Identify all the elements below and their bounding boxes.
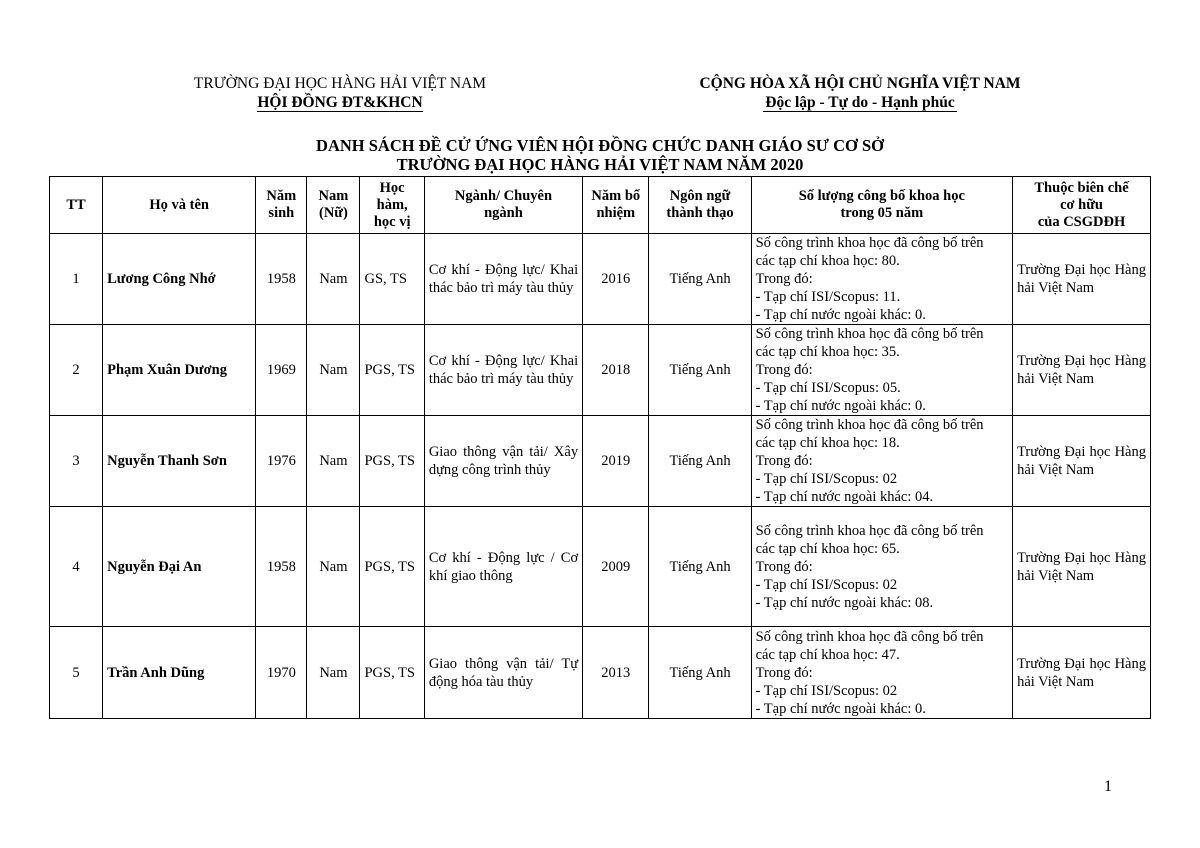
table-row <box>50 234 1151 325</box>
header-tt: TT <box>50 177 103 234</box>
title-line-2: TRƯỜNG ĐẠI HỌC HÀNG HẢI VIỆT NAM NĂM 2020 <box>396 155 804 174</box>
cell-appointed: 2019 <box>583 416 649 507</box>
cell-tt: 5 <box>50 627 103 719</box>
cell-language: Tiếng Anh <box>649 416 751 507</box>
table-row <box>50 325 1151 416</box>
document-title <box>200 136 1000 174</box>
council-name: HỘI ĐỒNG ĐT&KHCN <box>257 94 423 111</box>
cell-org: Trường Đại học Hàng hải Việt Nam <box>1013 325 1151 416</box>
cell-org: Trường Đại học Hàng hải Việt Nam <box>1013 234 1151 325</box>
cell-degree: PGS, TS <box>360 627 424 719</box>
cell-degree: PGS, TS <box>360 416 424 507</box>
header-name: Họ và tên <box>103 177 256 234</box>
cell-major: Cơ khí - Động lực / Cơ khí giao thông <box>424 507 582 627</box>
table-row <box>50 627 1151 719</box>
cell-degree: PGS, TS <box>360 325 424 416</box>
cell-gender: Nam <box>307 416 360 507</box>
header-appointed: Năm bổ nhiệm <box>583 177 649 234</box>
cell-appointed: 2016 <box>583 234 649 325</box>
country-name: CỘNG HÒA XÃ HỘI CHỦ NGHĨA VIỆT NAM <box>699 75 1021 92</box>
cell-publications: Số công trình khoa học đã công bố trên các tạp chí khoa học: 80. Trong đó: - Tạp chí ISI/Scopus: 11. - Tạp chí nước ngoài khác: 0. <box>751 234 1012 325</box>
cell-major: Cơ khí - Động lực/ Khai thác bảo trì máy tàu thủy <box>424 325 582 416</box>
cell-language: Tiếng Anh <box>649 325 751 416</box>
cell-appointed: 2018 <box>583 325 649 416</box>
cell-gender: Nam <box>307 627 360 719</box>
cell-tt: 1 <box>50 234 103 325</box>
header-publications: Số lượng công bố khoa học trong 05 năm <box>751 177 1012 234</box>
cell-org: Trường Đại học Hàng hải Việt Nam <box>1013 507 1151 627</box>
university-name: TRƯỜNG ĐẠI HỌC HÀNG HẢI VIỆT NAM <box>193 75 487 92</box>
cell-birth: 1976 <box>256 416 307 507</box>
cell-name: Nguyễn Đại An <box>103 507 256 627</box>
cell-appointed: 2013 <box>583 627 649 719</box>
cell-birth: 1958 <box>256 507 307 627</box>
cell-tt: 3 <box>50 416 103 507</box>
header-birth: Năm sinh <box>256 177 307 234</box>
header-language: Ngôn ngữ thành thạo <box>649 177 751 234</box>
table-row <box>50 507 1151 627</box>
cell-name: Trần Anh Dũng <box>103 627 256 719</box>
cell-name: Phạm Xuân Dương <box>103 325 256 416</box>
cell-major: Giao thông vận tải/ Xây dựng công trình thủy <box>424 416 582 507</box>
cell-birth: 1970 <box>256 627 307 719</box>
header-degree: Học hàm, học vị <box>360 177 424 234</box>
cell-name: Nguyễn Thanh Sơn <box>103 416 256 507</box>
table-header-row <box>50 177 1151 234</box>
candidate-table <box>49 176 1151 719</box>
cell-tt: 2 <box>50 325 103 416</box>
cell-language: Tiếng Anh <box>649 234 751 325</box>
national-motto: Độc lập - Tự do - Hạnh phúc <box>765 94 955 111</box>
national-header <box>640 74 1080 112</box>
header-org: Thuộc biên chế cơ hữu của CSGDĐH <box>1013 177 1151 234</box>
page-number: 1 <box>1104 778 1112 795</box>
cell-gender: Nam <box>307 507 360 627</box>
cell-major: Cơ khí - Động lực/ Khai thác bảo trì máy tàu thủy <box>424 234 582 325</box>
cell-publications: Số công trình khoa học đã công bố trên các tạp chí khoa học: 18. Trong đó: - Tạp chí ISI/Scopus: 02 - Tạp chí nước ngoài khác: 04. <box>751 416 1012 507</box>
cell-major: Giao thông vận tải/ Tự động hóa tàu thủy <box>424 627 582 719</box>
cell-appointed: 2009 <box>583 507 649 627</box>
cell-tt: 4 <box>50 507 103 627</box>
header-major: Ngành/ Chuyên ngành <box>424 177 582 234</box>
cell-org: Trường Đại học Hàng hải Việt Nam <box>1013 627 1151 719</box>
cell-degree: PGS, TS <box>360 507 424 627</box>
cell-publications: Số công trình khoa học đã công bố trên các tạp chí khoa học: 47. Trong đó: - Tạp chí ISI/Scopus: 02 - Tạp chí nước ngoài khác: 0. <box>751 627 1012 719</box>
cell-birth: 1969 <box>256 325 307 416</box>
cell-publications: Số công trình khoa học đã công bố trên các tạp chí khoa học: 65. Trong đó: - Tạp chí ISI/Scopus: 02 - Tạp chí nước ngoài khác: 08. <box>751 507 1012 627</box>
cell-language: Tiếng Anh <box>649 507 751 627</box>
university-header <box>150 74 530 112</box>
title-line-1: DANH SÁCH ĐỀ CỬ ỨNG VIÊN HỘI ĐỒNG CHỨC DANH GIÁO SƯ CƠ SỞ <box>316 136 884 155</box>
cell-degree: GS, TS <box>360 234 424 325</box>
cell-name: Lương Công Nhớ <box>103 234 256 325</box>
cell-org: Trường Đại học Hàng hải Việt Nam <box>1013 416 1151 507</box>
cell-birth: 1958 <box>256 234 307 325</box>
cell-publications: Số công trình khoa học đã công bố trên các tạp chí khoa học: 35. Trong đó: - Tạp chí ISI/Scopus: 05. - Tạp chí nước ngoài khác: 0. <box>751 325 1012 416</box>
table-row <box>50 416 1151 507</box>
header-gender: Nam (Nữ) <box>307 177 360 234</box>
cell-language: Tiếng Anh <box>649 627 751 719</box>
cell-gender: Nam <box>307 234 360 325</box>
cell-gender: Nam <box>307 325 360 416</box>
